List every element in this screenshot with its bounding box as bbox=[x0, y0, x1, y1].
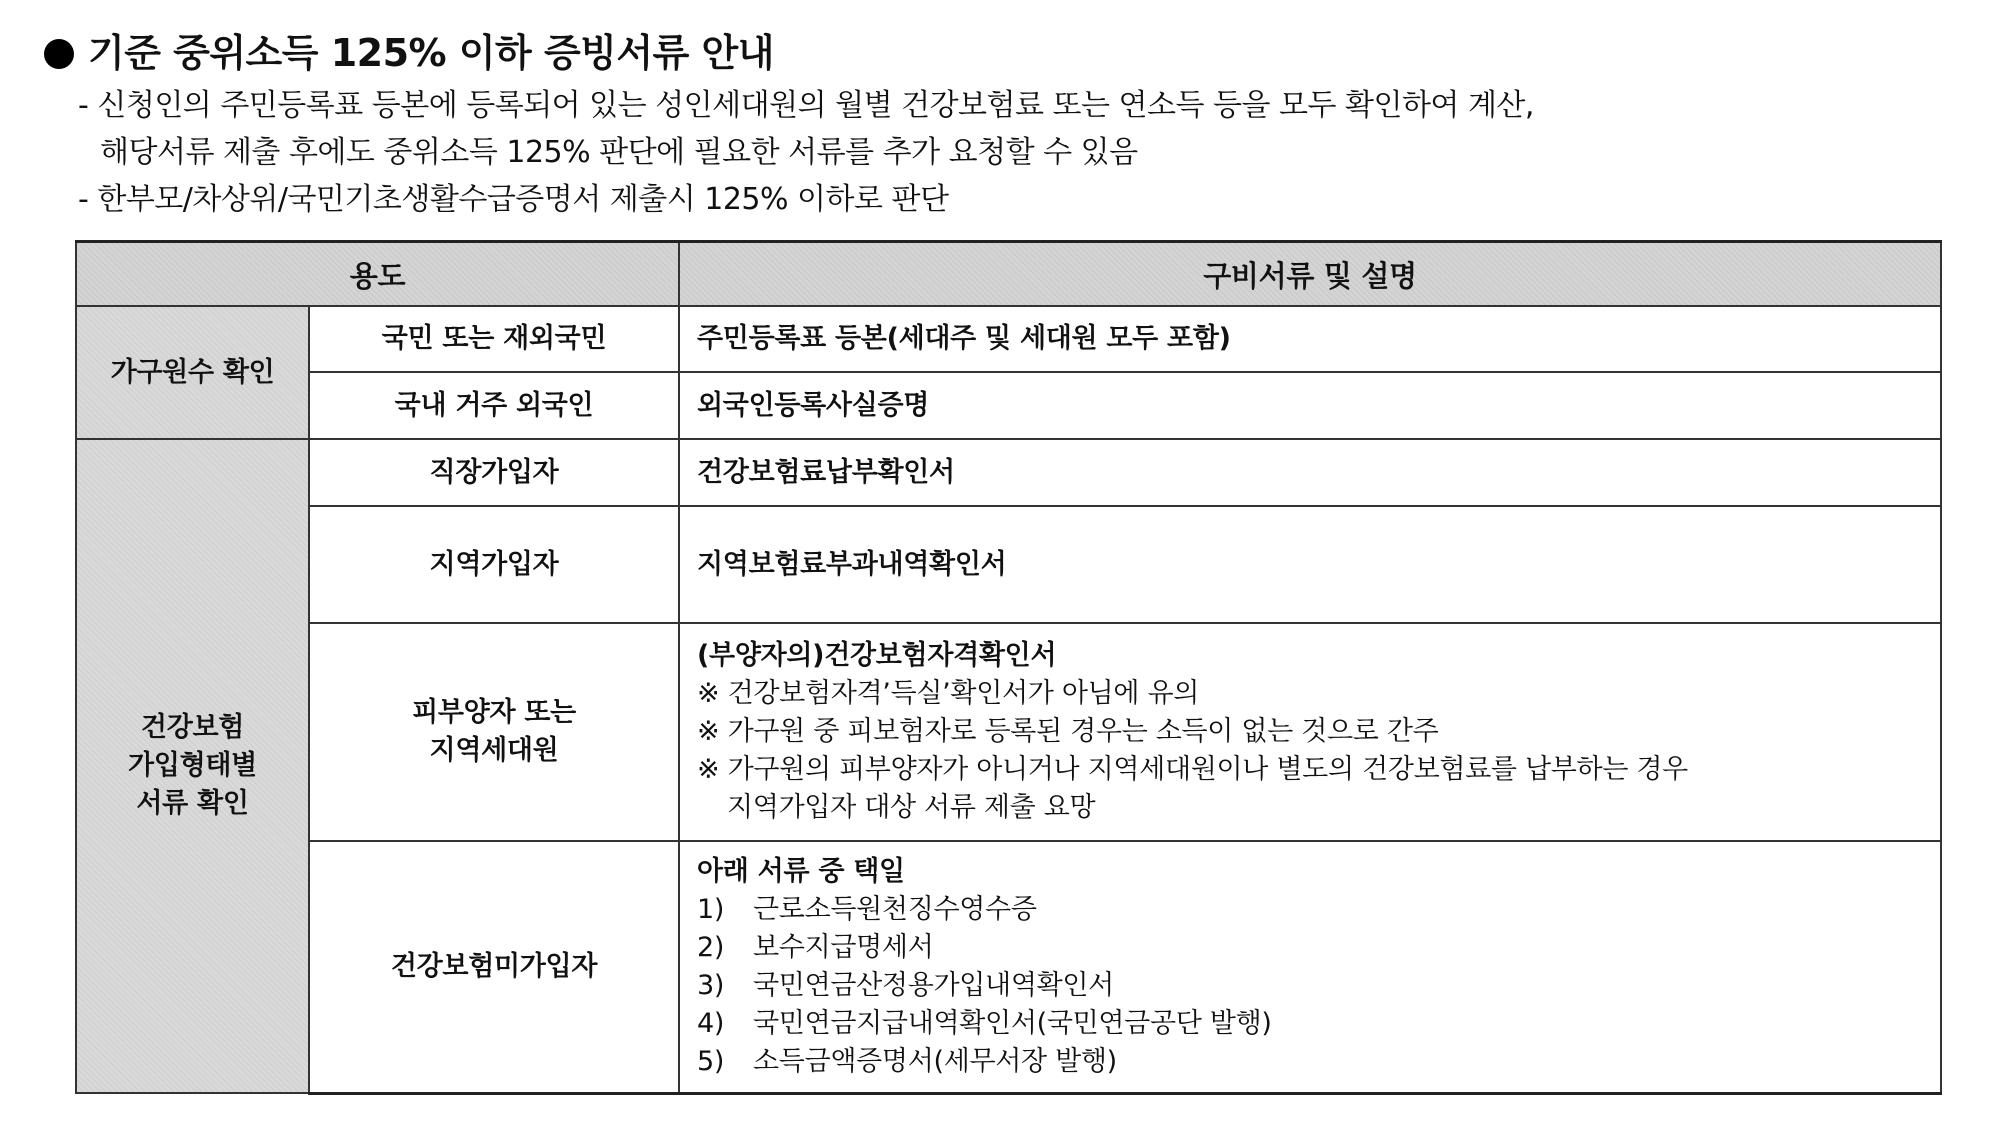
subcategory-workplace: 직장가입자 bbox=[309, 439, 679, 506]
notes-block bbox=[78, 82, 1534, 223]
table-row bbox=[76, 623, 1941, 841]
doc-regional-text: 지역보험료부과내역확인서 bbox=[697, 548, 1007, 580]
category-insurance-type bbox=[76, 439, 309, 1093]
subcategory-dependent bbox=[309, 623, 679, 841]
list-item-text: 국민연금지급내역확인서(국민연금공단 발행) bbox=[753, 1007, 1272, 1039]
page-title bbox=[44, 22, 774, 77]
list-item-number: 3) bbox=[697, 969, 725, 1001]
category-household-count: 가구원수 확인 bbox=[76, 306, 309, 439]
doc-citizen-text: 주민등록표 등본(세대주 및 세대원 모두 포함) bbox=[697, 323, 1231, 354]
list-item bbox=[697, 929, 1940, 967]
note-line-1: - 신청인의 주민등록표 등본에 등록되어 있는 성인세대원의 월별 건강보험료 또는 연소득 등을 모두 확인하여 계산, bbox=[78, 88, 1534, 123]
doc-foreigner-text: 외국인등록사실증명 bbox=[697, 389, 930, 421]
doc-note-continuation: 지역가입자 대상 서류 제출 요망 bbox=[727, 792, 1096, 823]
list-item-text: 근로소득원천징수영수증 bbox=[753, 893, 1037, 925]
subcategory-foreigner: 국내 거주 외국인 bbox=[309, 372, 679, 439]
note-line-3: - 한부모/차상위/국민기초생활수급증명서 제출시 125% 이하로 판단 bbox=[78, 182, 949, 217]
table-row bbox=[76, 841, 1941, 1093]
category-line: 가입형태별 bbox=[128, 750, 257, 781]
header-documents: 구비서류 및 설명 bbox=[679, 242, 1941, 307]
subcategory-regional: 지역가입자 bbox=[309, 506, 679, 623]
table-row bbox=[76, 306, 1941, 372]
subcategory-uninsured: 건강보험미가입자 bbox=[309, 841, 679, 1093]
page-title-text: 기준 중위소득 125% 이하 증빙서류 안내 bbox=[88, 31, 774, 75]
table-row bbox=[76, 506, 1941, 623]
doc-citizen bbox=[679, 306, 1941, 372]
list-item-number: 1) bbox=[697, 893, 725, 925]
list-item-text: 소득금액증명서(세무서장 발행) bbox=[753, 1045, 1117, 1077]
doc-note: ※ 건강보험자격’득실’확인서가 아님에 유의 bbox=[697, 678, 1200, 709]
doc-workplace bbox=[679, 439, 1941, 506]
subcategory-line: 지역세대원 bbox=[429, 735, 559, 766]
list-item bbox=[697, 1005, 1940, 1043]
bullet-icon bbox=[44, 39, 74, 69]
table-row bbox=[76, 372, 1941, 439]
list-item-number: 5) bbox=[697, 1045, 725, 1077]
doc-uninsured-text: 아래 서류 중 택일 bbox=[697, 855, 905, 887]
category-line: 건강보험 bbox=[140, 712, 245, 743]
list-item bbox=[697, 967, 1940, 1005]
doc-uninsured bbox=[679, 841, 1941, 1093]
list-item-text: 국민연금산정용가입내역확인서 bbox=[753, 969, 1114, 1001]
category-line: 서류 확인 bbox=[136, 788, 249, 819]
list-item-text: 보수지급명세서 bbox=[753, 931, 934, 963]
doc-note: ※ 가구원 중 피보험자로 등록된 경우는 소득이 없는 것으로 간주 bbox=[697, 716, 1439, 747]
table-header-row bbox=[76, 242, 1941, 307]
doc-foreigner bbox=[679, 372, 1941, 439]
table-row bbox=[76, 439, 1941, 506]
list-item bbox=[697, 1043, 1940, 1081]
doc-dependent bbox=[679, 623, 1941, 841]
list-item-number: 4) bbox=[697, 1007, 725, 1039]
subcategory-citizen: 국민 또는 재외국민 bbox=[309, 306, 679, 372]
note-line-2: 해당서류 제출 후에도 중위소득 125% 판단에 필요한 서류를 추가 요청할 수 있음 bbox=[100, 135, 1138, 170]
doc-regional bbox=[679, 506, 1941, 623]
doc-dependent-text: (부양자의)건강보험자격확인서 bbox=[697, 640, 1057, 671]
header-purpose: 용도 bbox=[76, 242, 679, 307]
doc-workplace-text: 건강보험료납부확인서 bbox=[697, 456, 955, 488]
list-item bbox=[697, 891, 1940, 929]
list-item-number: 2) bbox=[697, 931, 725, 963]
subcategory-line: 피부양자 또는 bbox=[412, 697, 576, 728]
doc-note: ※ 가구원의 피부양자가 아니거나 지역세대원이나 별도의 건강보험료를 납부하는 경우 bbox=[697, 754, 1688, 785]
documents-table bbox=[75, 240, 1942, 1095]
